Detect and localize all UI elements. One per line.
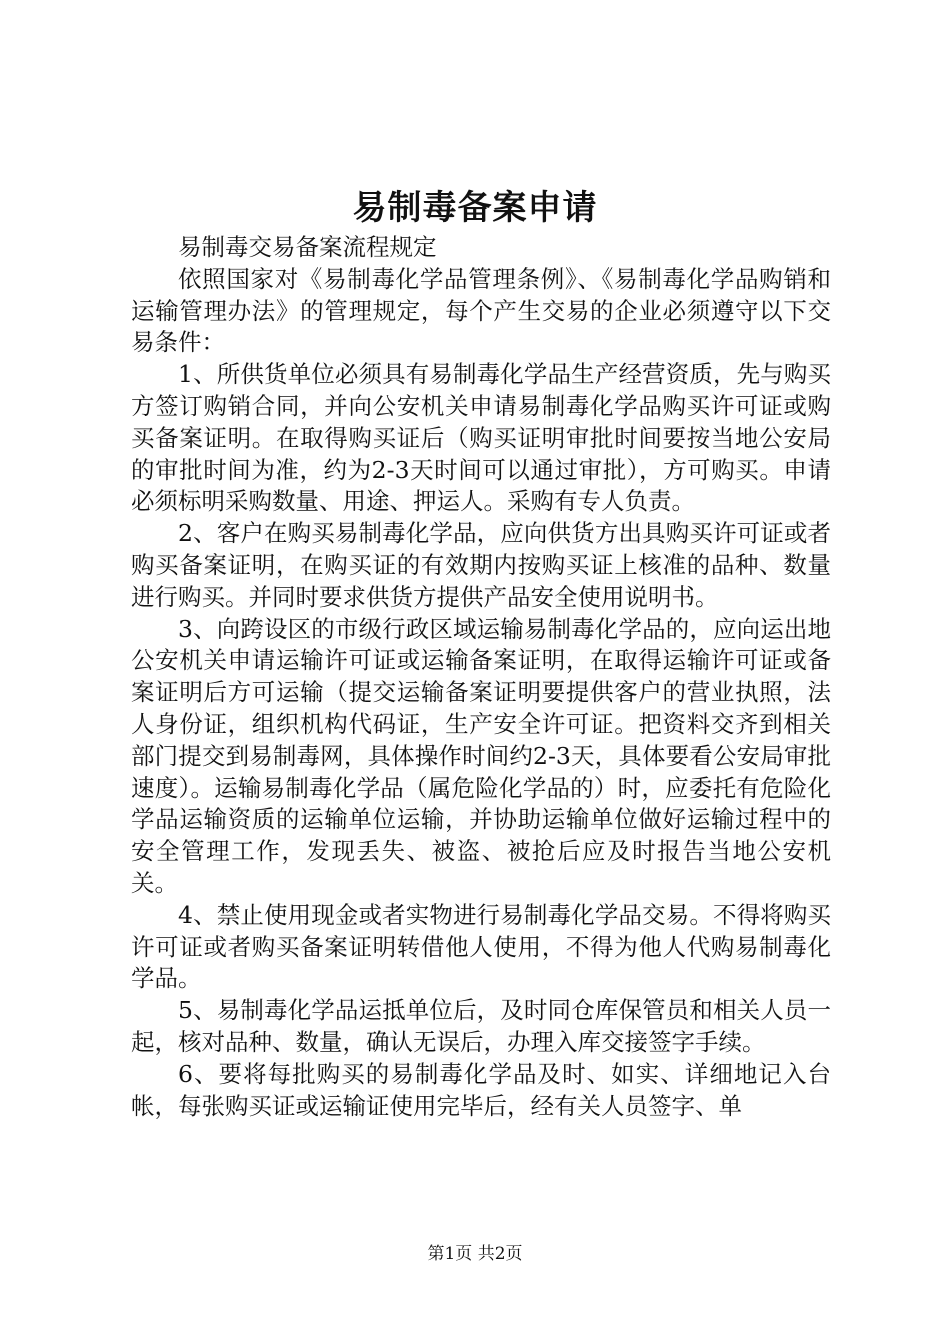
body-paragraph-item-1: 1、所供货单位必须具有易制毒化学品生产经营资质，先与购买方签订购销合同，并向公安机关申请易制毒化学品购买许可证或购买备案证明。在取得购买证后（购买证明审批时间要按当地公安局的审批时间为准，约为2-3天时间可以通过审批），方可购买。申请必须标明采购数量、用途、押运人。采购有专人负责。 <box>131 360 831 516</box>
document-title: 易制毒备案申请 <box>352 188 598 228</box>
body-paragraph-item-6: 6、要将每批购买的易制毒化学品及时、如实、详细地记入台帐，每张购买证或运输证使用完毕后，经有关人员签字、单 <box>131 1059 831 1120</box>
body-paragraph-intro: 依照国家对《易制毒化学品管理条例》、《易制毒化学品购销和运输管理办法》的管理规定，每个产生交易的企业必须遵守以下交易条件： <box>131 264 831 357</box>
body-paragraph-item-2: 2、客户在购买易制毒化学品，应向供货方出具购买许可证或者购买备案证明，在购买证的有效期内按购买证上核准的品种、数量进行购买。并同时要求供货方提供产品安全使用说明书。 <box>131 519 831 611</box>
body-paragraph-item-5: 5、易制毒化学品运抵单位后，及时同仓库保管员和相关人员一起，核对品种、数量，确认无误后，办理入库交接签字手续。 <box>131 996 831 1056</box>
body-paragraph-item-3: 3、向跨设区的市级行政区域运输易制毒化学品的，应向运出地公安机关申请运输许可证或运输备案证明，在取得运输许可证或备案证明后方可运输（提交运输备案证明要提供客户的营业执照，法人身份证，组织机构代码证，生产安全许可证。把资料交齐到相关部门提交到易制毒网，具体操作时间约2-3天，具体要看公安局审批速度）。运输易制毒化学品（属危险化学品的）时，应委托有危险化学品运输资质的运输单位运输，并协助运输单位做好运输过程中的安全管理工作，发现丢失、被盗、被抢后应及时报告当地公安机关。 <box>131 614 831 897</box>
page-number-footer: 第1页 共2页 <box>427 1244 523 1264</box>
body-paragraph-subtitle: 易制毒交易备案流程规定 <box>178 233 437 261</box>
body-paragraph-item-4: 4、禁止使用现金或者实物进行易制毒化学品交易。不得将购买许可证或者购买备案证明转借他人使用，不得为他人代购易制毒化学品。 <box>131 900 831 993</box>
document-body <box>131 232 831 1122</box>
